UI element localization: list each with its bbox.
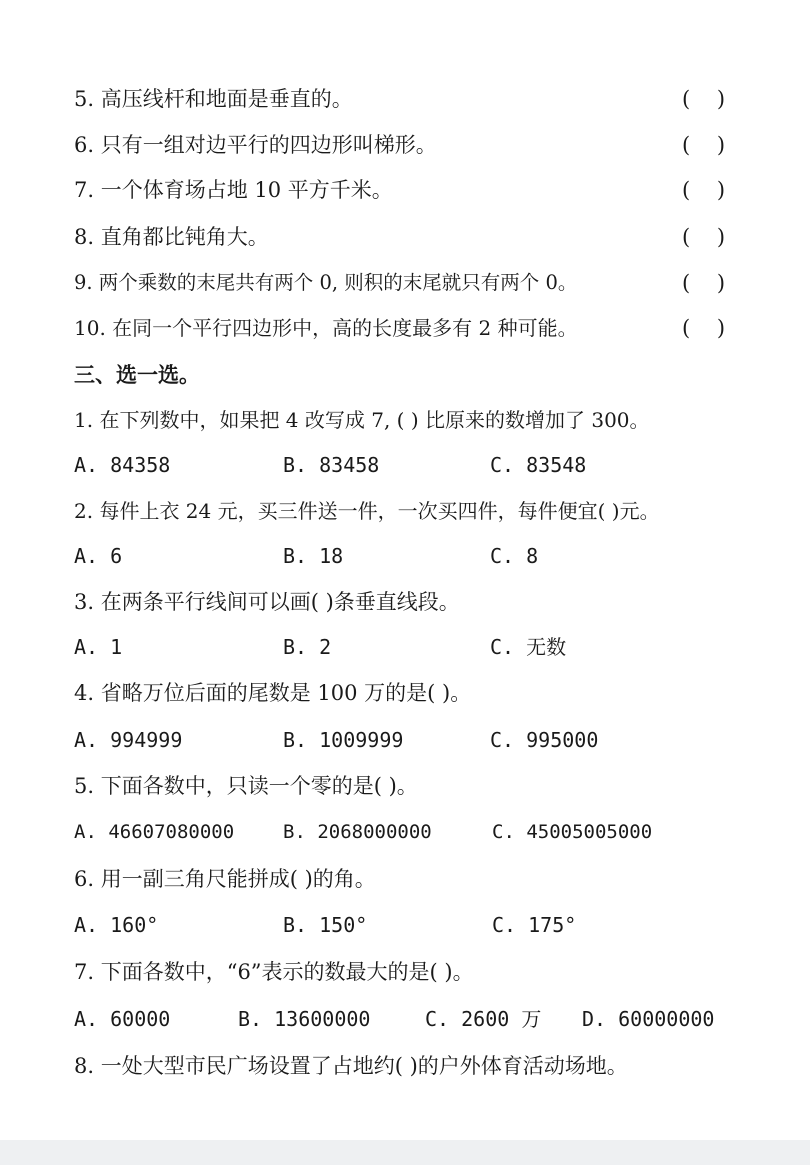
question-4: 4. 省略万位后面的尾数是 100 万的是( )。 [74,681,472,705]
q7-option-d: D. 60000000 [582,1007,715,1031]
question-8: 8. 一处大型市民广场设置了占地约( )的户外体育活动场地。 [74,1054,628,1078]
q7-option-b: B. 13600000 [238,1007,371,1031]
judge-item-8: 8. 直角都比钝角大。 [74,225,269,249]
question-2: 2. 每件上衣 24 元，买三件送一件，一次买四件，每件便宜( )元。 [74,499,660,523]
judge-answer-blank-10: ( ) [682,316,726,340]
q5-option-c: C. 45005005000 [492,821,653,843]
q1-option-b: B. 83458 [283,453,380,477]
question-3: 3. 在两条平行线间可以画( )条垂直线段。 [74,590,460,614]
question-1: 1. 在下列数中，如果把 4 改写成 7, ( ) 比原来的数增加了 300。 [74,408,650,432]
question-7: 7. 下面各数中，“6”表示的数最大的是( )。 [74,960,474,984]
judge-item-5: 5. 高压线杆和地面是垂直的。 [74,87,353,111]
q4-option-a: A. 994999 [74,728,183,752]
q3-option-c: C. 无数 [490,635,567,659]
q5-option-b: B. 2068000000 [283,821,432,843]
q7-option-c: C. 2600 万 [425,1007,542,1031]
q2-option-a: A. 6 [74,544,123,568]
judge-answer-blank-7: ( ) [682,178,726,202]
q6-option-b: B. 150° [283,913,368,937]
section-title: 三、选一选。 [74,362,200,387]
q2-option-b: B. 18 [283,544,344,568]
q7-option-a: A. 60000 [74,1007,171,1031]
q6-option-c: C. 175° [492,913,577,937]
question-6: 6. 用一副三角尺能拼成( )的角。 [74,867,376,891]
question-5: 5. 下面各数中，只读一个零的是( )。 [74,774,418,798]
judge-answer-blank-5: ( ) [682,87,726,111]
q2-option-c: C. 8 [490,544,539,568]
q3-option-b: B. 2 [283,635,332,659]
page-bottom-bar [0,1140,810,1165]
q1-option-c: C. 83548 [490,453,587,477]
judge-answer-blank-6: ( ) [682,133,726,157]
judge-item-9: 9. 两个乘数的末尾共有两个 0, 则积的末尾就只有两个 0。 [74,271,578,294]
judge-answer-blank-8: ( ) [682,225,726,249]
q4-option-c: C. 995000 [490,728,599,752]
q6-option-a: A. 160° [74,913,159,937]
q1-option-a: A. 84358 [74,453,171,477]
judge-item-7: 7. 一个体育场占地 10 平方千米。 [74,178,393,202]
judge-answer-blank-9: ( ) [682,271,726,295]
q4-option-b: B. 1009999 [283,728,404,752]
q5-option-a: A. 46607080000 [74,821,235,843]
q3-option-a: A. 1 [74,635,123,659]
judge-item-6: 6. 只有一组对边平行的四边形叫梯形。 [74,133,437,157]
judge-item-10: 10. 在同一个平行四边形中，高的长度最多有 2 种可能。 [74,316,578,340]
